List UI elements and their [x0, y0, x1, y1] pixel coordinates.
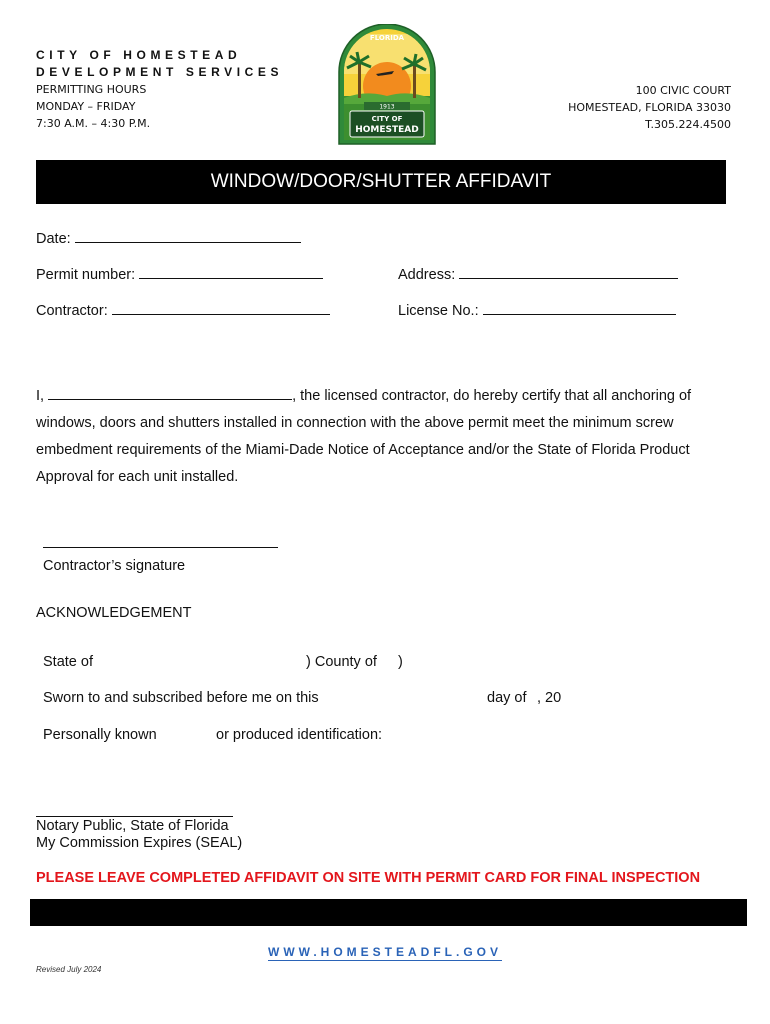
certification-text: , the licensed contractor, do hereby certify that all anchoring of windows, doors and shutters installed in connection with the above permit meet the minimum screw embedment requirements of the Miami-Dade Notice of Acceptance and/or the State of Florida Product Approval for each unit installed. — [36, 388, 692, 485]
notary-signature-line[interactable] — [36, 816, 233, 817]
contractor-field — [36, 300, 330, 319]
address-city: HOMESTEAD, FLORIDA 33030 — [568, 101, 731, 114]
contractor-label: Contractor: — [36, 303, 108, 319]
header-left — [36, 47, 283, 132]
permit-number-label: Permit number: — [36, 267, 136, 283]
contractor-signature-line[interactable] — [43, 547, 278, 548]
contractor-input-line[interactable] — [112, 300, 330, 315]
permit-number-field — [36, 264, 323, 283]
hours-title: PERMITTING HOURS — [36, 83, 147, 96]
date-input-line[interactable] — [75, 228, 301, 243]
certification-paragraph — [36, 383, 736, 491]
logo-banner-text: 1913 — [379, 103, 395, 111]
city-seal-logo — [336, 24, 438, 146]
county-of-label: ) County of — [306, 654, 377, 670]
contractor-signature-label: Contractor’s signature — [43, 558, 186, 574]
notary-block — [36, 818, 242, 852]
license-field — [398, 300, 676, 319]
day-of-label: day of — [487, 690, 527, 706]
phone-number: T.305.224.4500 — [645, 118, 731, 131]
logo-bottom-text: HOMESTEAD — [355, 125, 419, 135]
logo-mid-text: CITY OF — [371, 115, 403, 123]
date-field — [36, 228, 301, 247]
notary-commission: My Commission Expires (SEAL) — [36, 835, 243, 851]
final-inspection-warning: PLEASE LEAVE COMPLETED AFFIDAVIT ON SITE WITH PERMIT CARD FOR FINAL INSPECTION — [36, 870, 701, 886]
acknowledgement-heading: ACKNOWLEDGEMENT — [36, 605, 192, 621]
license-input-line[interactable] — [483, 300, 676, 315]
permit-number-input-line[interactable] — [139, 264, 323, 279]
personally-known-label: Personally known — [43, 727, 157, 743]
footer-bar — [30, 899, 747, 926]
address-label: Address: — [398, 267, 456, 283]
logo-top-text: FLORIDA — [369, 34, 405, 42]
notary-title: Notary Public, State of Florida — [36, 818, 229, 834]
hours-days: MONDAY – FRIDAY — [36, 100, 136, 113]
county-close-paren: ) — [398, 654, 403, 670]
year-label: , 20 — [537, 690, 562, 706]
org-name: CITY OF HOMESTEAD — [36, 48, 242, 62]
website-link-wrapper — [0, 945, 770, 959]
produced-identification-label: or produced identification: — [216, 727, 383, 743]
form-title: WINDOW/DOOR/SHUTTER AFFIDAVIT — [36, 160, 726, 204]
sworn-label: Sworn to and subscribed before me on this — [43, 690, 319, 706]
hours-time: 7:30 A.M. – 4:30 P.M. — [36, 117, 151, 130]
license-label: License No.: — [398, 303, 479, 319]
address-field — [398, 264, 678, 283]
certification-prefix: I, — [36, 388, 45, 404]
header-right — [568, 82, 731, 133]
org-department: DEVELOPMENT SERVICES — [36, 65, 284, 79]
address-street: 100 CIVIC COURT — [635, 84, 731, 97]
date-label: Date: — [36, 231, 71, 247]
address-input-line[interactable] — [459, 264, 678, 279]
website-link[interactable]: WWW.HOMESTEADFL.GOV — [268, 945, 502, 959]
state-of-label: State of — [43, 654, 93, 670]
contractor-name-input-line[interactable] — [48, 385, 292, 400]
revision-note: Revised July 2024 — [36, 965, 102, 974]
